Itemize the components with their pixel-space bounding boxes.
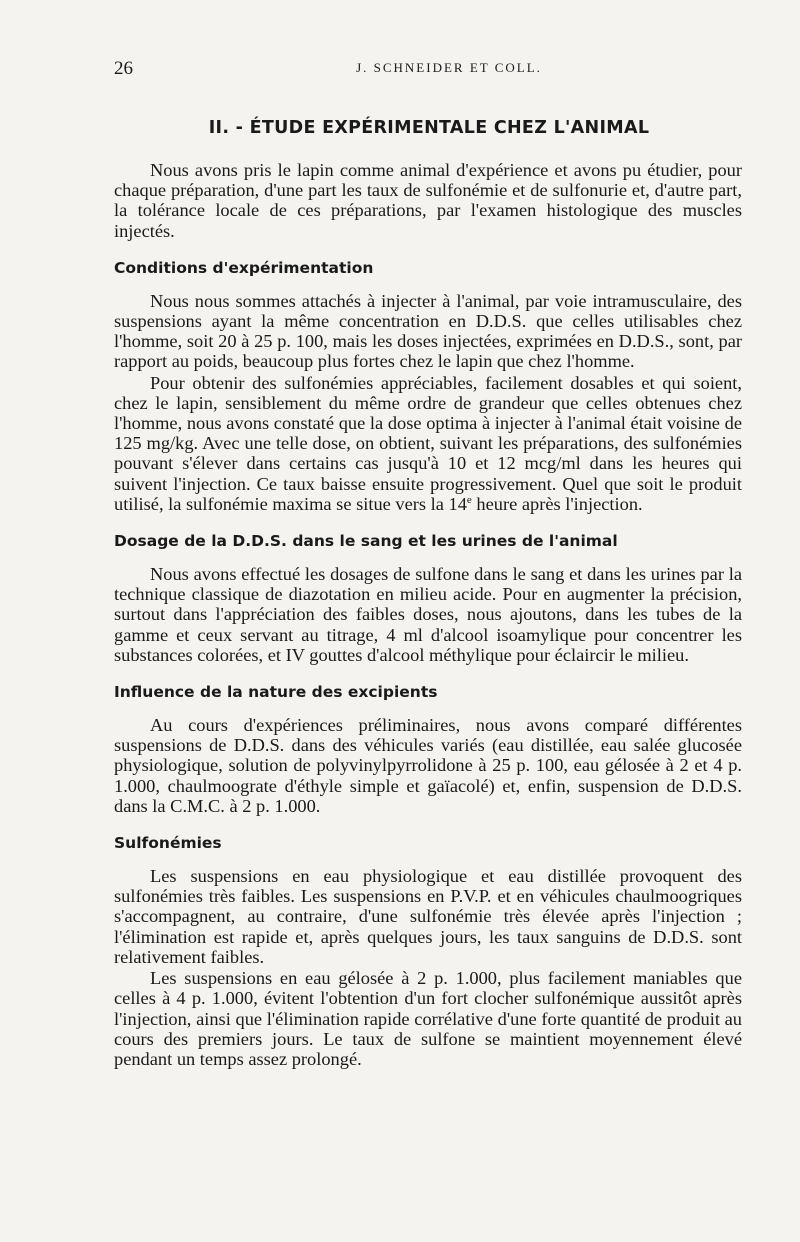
paragraph-text: Pour obtenir des sulfonémies appréciables, facilement dosables et qui soient, chez le lapin, sensiblement du même ordre de grandeur que celles obtenues chez l'homme, nous avons constaté que la dose optima à injecter à l'animal était voisine de 125 mg/kg. Avec une telle dose, on obtient, suivant les préparations, des sulfonémies pouvant s'élever dans certains cas jusqu'à 10 et 12 mcg/ml dans les heures qui suivent l'injection. Ce taux baisse ensuite progressivement. Quel que soit le produit utilisé, la sulfonémie maxima se situe vers la 14 <box>114 372 742 514</box>
section-heading: Influence de la nature des excipients <box>114 683 438 702</box>
section-heading: Sulfonémies <box>114 834 222 853</box>
section-heading: Conditions d'expérimentation <box>114 258 374 277</box>
paragraph: Les suspensions en eau physiologique et eau distillée provoquent des sulfonémies très faibles. Les suspensions en P.V.P. et en véhicules chaulmoogriques s'accompagnent, au contraire, d'une sulfonémie très élevée après l'injection ; l'élimination est rapide et, après quelques jours, les taux sanguins de D.D.S. sont relativement faibles. <box>114 866 742 967</box>
section-sulfonemies <box>114 834 742 1069</box>
running-title: J. SCHNEIDER ET COLL. <box>356 60 542 75</box>
body-text <box>114 160 742 1069</box>
section-heading: Dosage de la D.D.S. dans le sang et les urines de l'animal <box>114 532 618 551</box>
paragraph <box>114 373 742 514</box>
section-excipients <box>114 683 742 816</box>
intro-paragraph: Nous avons pris le lapin comme animal d'expérience et avons pu étudier, pour chaque préparation, d'une part les taux de sulfonémie et de sulfonurie et, d'autre part, la tolérance locale de ces préparations, par l'examen histologique des muscles injectés. <box>114 160 742 241</box>
superscript: e <box>466 493 472 506</box>
paragraph: Nous avons effectué les dosages de sulfone dans le sang et dans les urines par la technique classique de diazotation en milieu acide. Pour en augmenter la précision, surtout dans l'appréciation des faibles doses, nous ajoutons, dans les tubes de la gamme et ceux servant au titrage, 4 ml d'alcool isoamylique pour concentrer les substances colorées, et IV gouttes d'alcool méthylique pour éclaircir le milieu. <box>114 564 742 665</box>
paragraph: Nous nous sommes attachés à injecter à l'animal, par voie intramusculaire, des suspensions ayant la même concentration en D.D.S. que celles utilisables chez l'homme, soit 20 à 25 p. 100, mais les doses injectées, exprimées en D.D.S., sont, par rapport au poids, beaucoup plus fortes chez le lapin que chez l'homme. <box>114 290 742 372</box>
paragraph: Les suspensions en eau gélosée à 2 p. 1.000, plus facilement maniables que celles à 4 p. 1.000, évitent l'obtention d'un fort clocher sulfonémique aussitôt après l'injection, ainsi que l'élimination rapide corrélative d'une forte quantité de produit au cours des premiers jours. Le taux de sulfone se maintient moyennement élevé pendant un temps assez prolongé. <box>114 968 742 1069</box>
section-conditions <box>114 259 742 514</box>
running-head <box>114 58 744 82</box>
page-number: 26 <box>114 58 133 79</box>
section-dosage <box>114 532 742 665</box>
paragraph-text: heure après l'injection. <box>471 493 643 514</box>
section-title: II. - ÉTUDE EXPÉRIMENTALE CHEZ L'ANIMAL <box>208 118 650 138</box>
paragraph: Au cours d'expériences préliminaires, nous avons comparé différentes suspensions de D.D.S. dans des véhicules variés (eau distillée, eau salée glucosée physiologique, solution de polyvinylpyrrolidone à 25 p. 100, eau gélosée à 2 et 4 p. 1.000, chaulmoograte d'éthyle simple et gaïacolé) et, enfin, suspension de D.D.S. dans la C.M.C. à 2 p. 1.000. <box>114 715 742 816</box>
